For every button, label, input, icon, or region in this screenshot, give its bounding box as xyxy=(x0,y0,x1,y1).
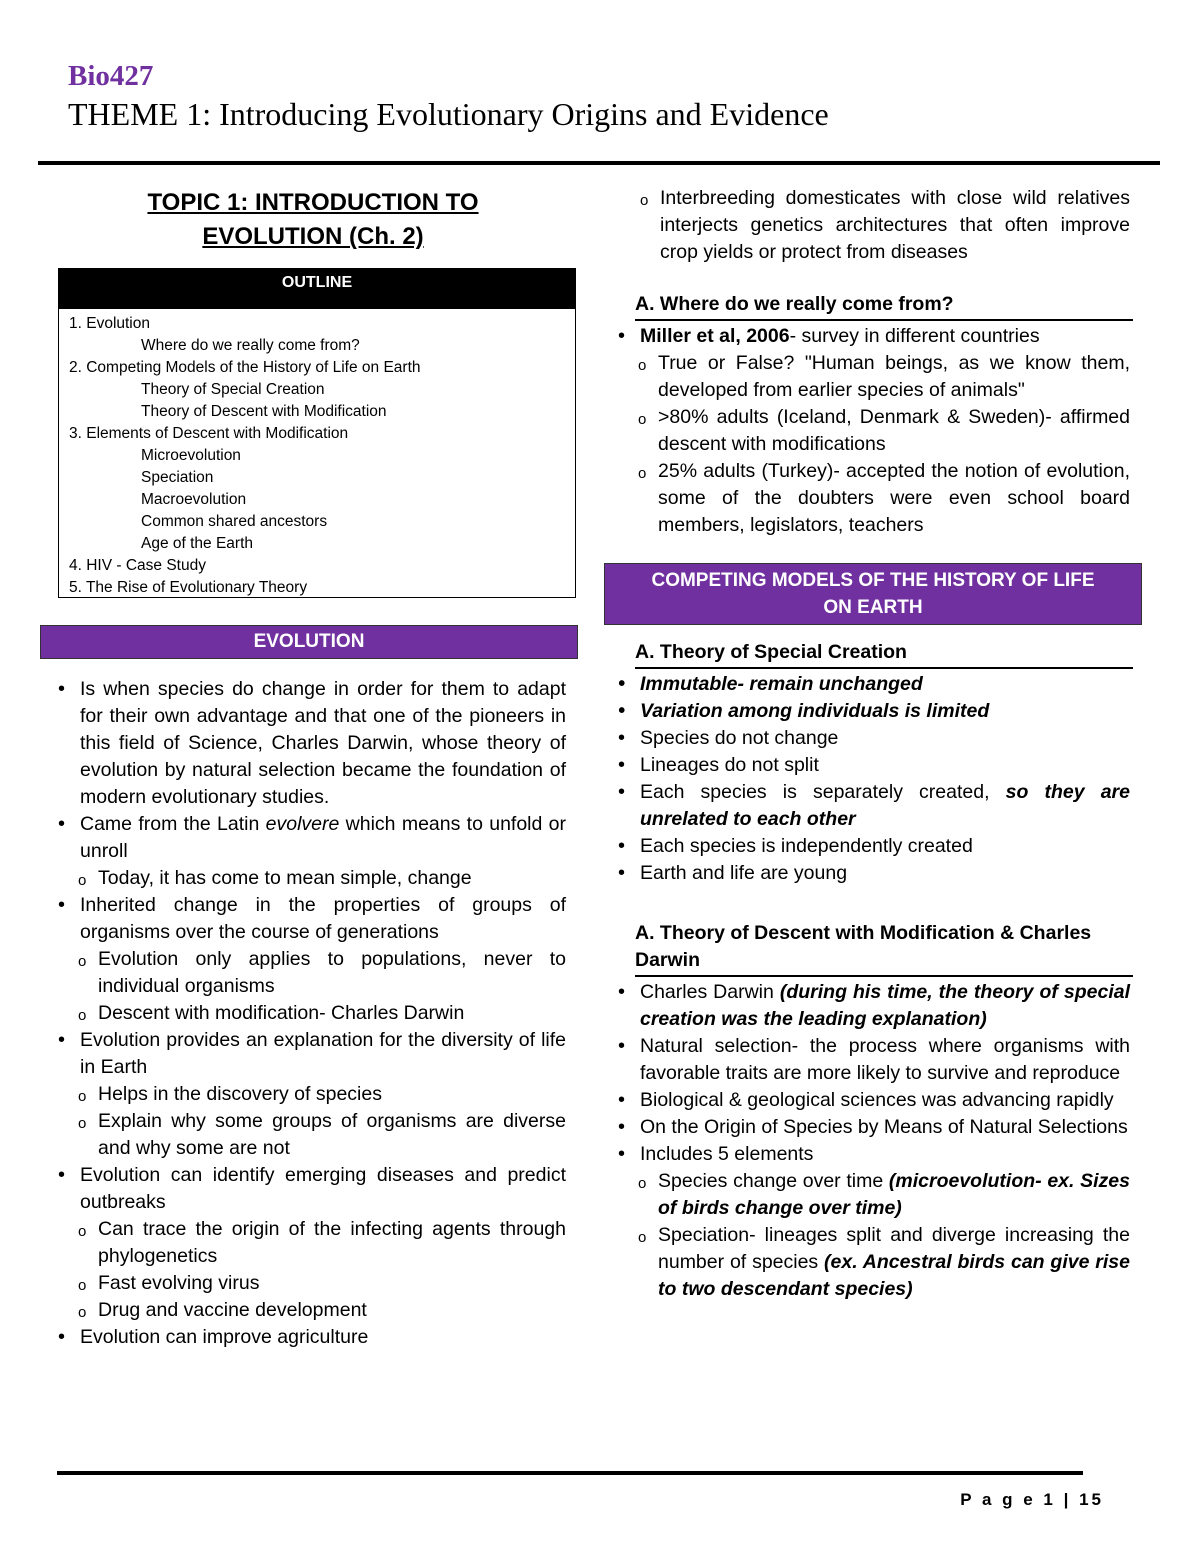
bullet-item: • Each species is independently created xyxy=(618,833,1130,860)
outline-item: 2. Competing Models of the History of Life on Earth xyxy=(69,359,421,376)
sub-bullet-item: o Explain why some groups of organisms are diverse and why some are not xyxy=(58,1108,566,1162)
topic-title xyxy=(58,186,568,254)
bullet-item: • Immutable- remain unchanged xyxy=(618,671,1130,698)
outline-item: Theory of Descent with Modification xyxy=(141,403,387,420)
bullet-item: • Each species is separately created, so they are unrelated to each other xyxy=(618,779,1130,833)
bullet-item: • Species do not change xyxy=(618,725,1130,752)
bullet-item: • Lineages do not split xyxy=(618,752,1130,779)
sub-bullet-item: o Descent with modification- Charles Darwin xyxy=(58,1000,566,1027)
banner-line: ON EARTH xyxy=(823,597,923,618)
topic-title-line2: EVOLUTION (Ch. 2) xyxy=(202,223,424,250)
outline-item: 4. HIV - Case Study xyxy=(69,557,206,574)
outline-list xyxy=(59,309,575,603)
sub-bullet-item: o Speciation- lineages split and diverge increasing the number of species (ex. Ancestral birds can give rise to two descendant species) xyxy=(618,1222,1130,1303)
banner-line: COMPETING MODELS OF THE HISTORY OF LIFE xyxy=(651,570,1095,591)
sub-bullet-item: o Today, it has come to mean simple, change xyxy=(58,865,566,892)
bullet-item: • Miller et al, 2006- survey in different countries xyxy=(618,323,1130,350)
header-divider xyxy=(38,161,1160,165)
competing-models-banner xyxy=(604,563,1142,625)
agriculture-continuation xyxy=(620,185,1130,266)
bullet-item: • Biological & geological sciences was advancing rapidly xyxy=(618,1087,1130,1114)
bullet-item: • Charles Darwin (during his time, the theory of special creation was the leading explanation) xyxy=(618,979,1130,1033)
sub-bullet-item: o Fast evolving virus xyxy=(58,1270,566,1297)
sub-bullet-item: o True or False? "Human beings, as we know them, developed from earlier species of animals" xyxy=(618,350,1130,404)
sub-bullet-item: o 25% adults (Turkey)- accepted the notion of evolution, some of the doubters were even school board members, legislators, teachers xyxy=(618,458,1130,539)
footer-divider xyxy=(57,1471,1083,1475)
subheading-where-from: A. Where do we really come from? xyxy=(635,291,1133,321)
bullet-item: • Variation among individuals is limited xyxy=(618,698,1130,725)
bullet-item: • Is when species do change in order for them to adapt for their own advantage and that one of the pioneers in this field of Science, Charles Darwin, whose theory of evolution by natural selection became the foundation of modern evolutionary studies. xyxy=(58,676,566,811)
subheading-special-creation: A. Theory of Special Creation xyxy=(635,639,1133,669)
bullet-item: • Evolution can improve agriculture xyxy=(58,1324,566,1351)
bullet-item: • Inherited change in the properties of groups of organisms over the course of generations xyxy=(58,892,566,946)
bullet-item: • Includes 5 elements xyxy=(618,1141,1130,1168)
topic-title-line1: TOPIC 1: INTRODUCTION TO xyxy=(147,189,479,216)
sub-bullet-item: o Drug and vaccine development xyxy=(58,1297,566,1324)
outline-item: 3. Elements of Descent with Modification xyxy=(69,425,349,442)
outline-item: Speciation xyxy=(141,469,214,486)
outline-item: 5. The Rise of Evolutionary Theory xyxy=(69,579,308,596)
theme-title: THEME 1: Introducing Evolutionary Origins and Evidence xyxy=(68,96,829,132)
page-number: P a g e 1 | 15 xyxy=(960,1490,1104,1509)
bullet-item: • Came from the Latin evolvere which means to unfold or unroll xyxy=(58,811,566,865)
descent-section xyxy=(618,979,1130,1303)
outline-item: Age of the Earth xyxy=(141,535,254,552)
outline-heading: OUTLINE xyxy=(59,269,575,309)
bullet-item: • Evolution provides an explanation for the diversity of life in Earth xyxy=(58,1027,566,1081)
special-creation-section xyxy=(618,671,1130,887)
sub-bullet-item: o >80% adults (Iceland, Denmark & Sweden)- affirmed descent with modifications xyxy=(618,404,1130,458)
bullet-item: • On the Origin of Species by Means of Natural Selections xyxy=(618,1114,1130,1141)
bullet-item: • Evolution can identify emerging diseases and predict outbreaks xyxy=(58,1162,566,1216)
sub-bullet-item: o Helps in the discovery of species xyxy=(58,1081,566,1108)
subheading-descent-modification: A. Theory of Descent with Modification & Charles Darwin xyxy=(635,920,1133,977)
sub-bullet-item: o Evolution only applies to populations, never to individual organisms xyxy=(58,946,566,1000)
outline-item: Macroevolution xyxy=(141,491,247,508)
bullet-item: • Earth and life are young xyxy=(618,860,1130,887)
course-code: Bio427 xyxy=(68,60,154,92)
outline-item: Where do we really come from? xyxy=(141,337,360,354)
miller-section xyxy=(618,323,1130,539)
evolution-banner: EVOLUTION xyxy=(40,625,578,659)
sub-bullet-item: o Species change over time (microevolution- ex. Sizes of birds change over time) xyxy=(618,1168,1130,1222)
sub-bullet-item: o Can trace the origin of the infecting agents through phylogenetics xyxy=(58,1216,566,1270)
outline-item: Theory of Special Creation xyxy=(141,381,325,398)
outline-item: 1. Evolution xyxy=(69,315,150,332)
outline-box xyxy=(58,268,576,598)
sub-bullet-item: o Interbreeding domesticates with close wild relatives interjects genetics architectures that often improve crop yields or protect from diseases xyxy=(620,185,1130,266)
evolution-section xyxy=(58,676,566,1351)
outline-item: Common shared ancestors xyxy=(141,513,328,530)
bullet-item: • Natural selection- the process where organisms with favorable traits are more likely to survive and reproduce xyxy=(618,1033,1130,1087)
outline-item: Microevolution xyxy=(141,447,241,464)
